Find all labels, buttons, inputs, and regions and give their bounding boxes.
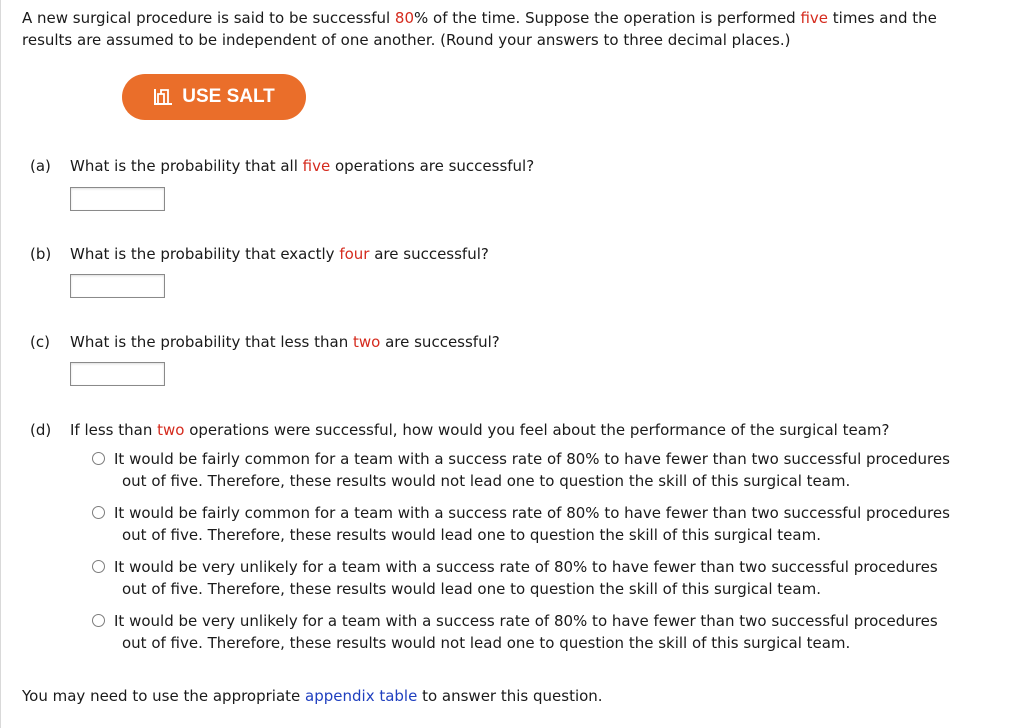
- radio-option-2[interactable]: [92, 506, 105, 519]
- radio-option-3[interactable]: [92, 560, 105, 573]
- intro-text-3: times and the: [828, 9, 937, 27]
- part-c-highlight: two: [353, 333, 381, 351]
- part-d-text: If less than: [70, 421, 158, 439]
- part-b-text-end: are successful?: [369, 245, 489, 263]
- option-3-text: It would be very unlikely for a team with a success rate of 80% to have fewer than two successful procedures: [114, 558, 938, 576]
- success-rate-value: 80: [394, 9, 415, 27]
- part-c-label: (c): [30, 333, 50, 351]
- part-c-text-end: are successful?: [380, 333, 500, 351]
- operation-count-value: five: [800, 9, 829, 27]
- intro-line-2: results are assumed to be independent of one another. (Round your answers to three decimal places.): [22, 31, 791, 49]
- salt-chart-icon: [153, 88, 173, 106]
- part-d-option-4[interactable]: [92, 610, 1007, 654]
- part-d-option-2[interactable]: [92, 502, 1007, 546]
- part-c-answer-input[interactable]: [70, 362, 165, 386]
- intro-line-1: [22, 7, 1012, 29]
- intro-text-1: A new surgical procedure is said to be successful: [22, 9, 395, 27]
- option-4-text-cont: out of five. Therefore, these results would not lead one to question the skill of this surgical team.: [122, 634, 851, 652]
- part-d-question: [30, 419, 890, 441]
- part-a-text-end: operations are successful?: [330, 157, 535, 175]
- radio-option-1[interactable]: [92, 452, 105, 465]
- part-d-label: (d): [30, 421, 52, 439]
- appendix-table-link[interactable]: appendix table: [305, 687, 418, 705]
- option-3-text-cont: out of five. Therefore, these results would lead one to question the skill of this surgical team.: [122, 580, 821, 598]
- part-d-text-end: operations were successful, how would you feel about the performance of the surgical team?: [184, 421, 890, 439]
- option-4-text: It would be very unlikely for a team with a success rate of 80% to have fewer than two successful procedures: [114, 612, 938, 630]
- intro-text-2: % of the time. Suppose the operation is performed: [414, 9, 801, 27]
- radio-option-4[interactable]: [92, 614, 105, 627]
- footer-text-end: to answer this question.: [417, 687, 603, 705]
- part-b-answer-input[interactable]: [70, 274, 165, 298]
- part-b-text: What is the probability that exactly: [70, 245, 340, 263]
- footer-text: You may need to use the appropriate: [22, 687, 306, 705]
- part-a-highlight: five: [302, 157, 331, 175]
- part-d-option-3[interactable]: [92, 556, 1007, 600]
- option-1-text-cont: out of five. Therefore, these results would not lead one to question the skill of this surgical team.: [122, 472, 851, 490]
- part-b-question: [30, 243, 489, 265]
- footer-note: [22, 685, 603, 707]
- part-a-answer-input[interactable]: [70, 187, 165, 211]
- use-salt-label: USE SALT: [182, 86, 275, 107]
- part-b-highlight: four: [339, 245, 370, 263]
- part-b-label: (b): [30, 245, 52, 263]
- use-salt-button[interactable]: [122, 74, 306, 120]
- part-c-question: [30, 331, 500, 353]
- part-a-label: (a): [30, 157, 51, 175]
- part-a-question: [30, 155, 534, 177]
- option-2-text-cont: out of five. Therefore, these results would lead one to question the skill of this surgical team.: [122, 526, 821, 544]
- option-2-text: It would be fairly common for a team with a success rate of 80% to have fewer than two successful procedures: [114, 504, 950, 522]
- part-a-text: What is the probability that all: [70, 157, 303, 175]
- part-c-text: What is the probability that less than: [70, 333, 353, 351]
- part-d-highlight: two: [157, 421, 185, 439]
- part-d-option-1[interactable]: [92, 448, 1007, 492]
- option-1-text: It would be fairly common for a team with a success rate of 80% to have fewer than two successful procedures: [114, 450, 950, 468]
- question-intro: [22, 7, 1012, 51]
